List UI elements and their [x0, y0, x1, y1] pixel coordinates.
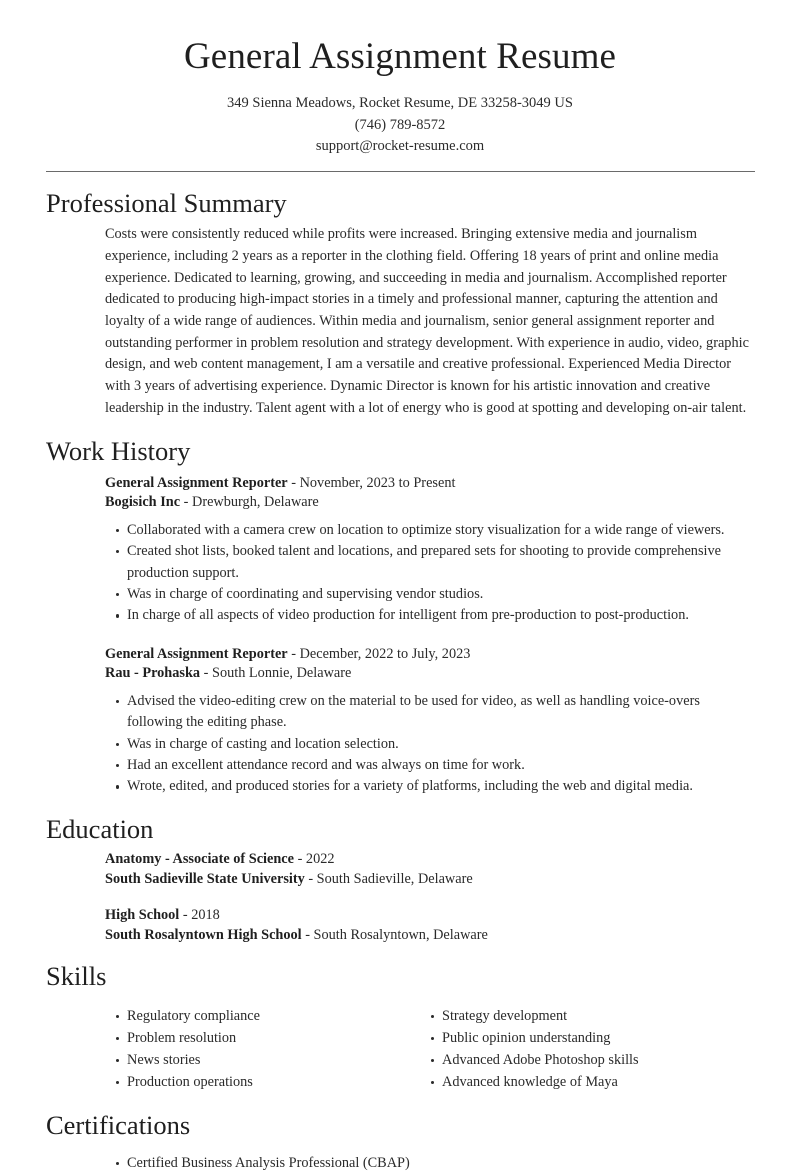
contact-address: 349 Sienna Meadows, Rocket Resume, DE 33258-3049 US: [227, 95, 573, 112]
job-company-line: [105, 664, 755, 683]
certifications-body: [46, 1141, 755, 1174]
summary-paragraph: Costs were consistently reduced while profits were increased. Bringing extensive media and journalism experience, including 2 years as a reporter in the clothing field. Offering 18 years of print and online media experience. Dedicated to learning, growing, and succeeding in media and journalism. Accomplished reporter dedicated to producing high-impact stories in a timely and professional manner, capturing the attention and loyalty of a wide range of audiences. Within media and journalism, senior general assignment reporter and outstanding performer in problem resolution and strategy development. With experience in audio, video, graphic design, and web content management, I am a versatile and creative professional. Experienced Media Director with 3 years of advertising experience. Dynamic Director is known for his artistic innovation and creative leadership in the industry. Talent agent with a lot of energy who is good at spotting and developing on-air talent.: [105, 226, 749, 416]
contact-email: support@rocket-resume.com: [315, 138, 485, 155]
list-item: Strategy development: [420, 1006, 735, 1028]
job-dates: - November, 2023 to Present: [291, 474, 456, 491]
skills-list-left: [105, 1006, 420, 1093]
job-location: - South Lonnie, Delaware: [203, 665, 352, 682]
education-degree-line: [105, 850, 755, 869]
list-item: Collaborated with a camera crew on location to optimize story visualization for a wide range of viewers.: [105, 520, 755, 541]
resume-header: [0, 0, 800, 172]
list-item: Created shot lists, booked talent and locations, and prepared sets for shooting to provide comprehensive production support.: [105, 541, 755, 584]
section-certifications: [0, 1094, 800, 1174]
skills-columns: [105, 997, 755, 1093]
job-bullet-list: [105, 520, 755, 627]
list-item: Was in charge of casting and location selection.: [105, 734, 755, 755]
job-entry: [105, 472, 755, 627]
job-dates: - December, 2022 to July, 2023: [291, 645, 471, 662]
skills-body: [46, 992, 755, 1093]
summary-body: [46, 219, 755, 419]
list-item: Advanced knowledge of Maya: [420, 1072, 735, 1094]
section-skills: [0, 945, 800, 1094]
job-bullet-list: [105, 691, 755, 798]
education-school: South Rosalyntown High School: [105, 926, 302, 943]
list-item: Problem resolution: [105, 1028, 420, 1050]
list-item: Production operations: [105, 1072, 420, 1094]
section-heading-skills: Skills: [46, 960, 107, 991]
certifications-list: [105, 1153, 755, 1174]
job-company: Rau - Prohaska: [105, 665, 201, 682]
list-item: Regulatory compliance: [105, 1006, 420, 1028]
list-item: In charge of all aspects of video production for intelligent from pre-production to post-production.: [105, 605, 755, 626]
work-history-body: [46, 467, 755, 798]
job-title: General Assignment Reporter: [105, 645, 288, 662]
education-school-line: [105, 926, 755, 945]
job-location: - Drewburgh, Delaware: [183, 494, 319, 511]
skills-column-right: [420, 999, 735, 1093]
section-heading-education: Education: [46, 813, 154, 844]
skills-list-right: [420, 1006, 735, 1093]
list-item: Public opinion understanding: [420, 1028, 735, 1050]
education-entry: [105, 889, 755, 945]
job-title-line: [105, 645, 755, 664]
job-company: Bogisich Inc: [105, 494, 181, 511]
section-education: [0, 798, 800, 945]
job-title: General Assignment Reporter: [105, 474, 288, 491]
job-title-line: [105, 474, 755, 493]
contact-phone: (746) 789-8572: [354, 116, 446, 133]
section-heading-work-history: Work History: [46, 435, 191, 466]
job-company-line: [105, 493, 755, 512]
education-location: - South Sadieville, Delaware: [308, 870, 473, 887]
education-degree: Anatomy - Associate of Science: [105, 851, 295, 868]
education-degree-line: [105, 906, 755, 925]
education-school-line: [105, 870, 755, 889]
list-item: Advanced Adobe Photoshop skills: [420, 1050, 735, 1072]
job-entry: [105, 627, 755, 798]
page-title: General Assignment Resume: [183, 36, 617, 77]
section-heading-summary: Professional Summary: [46, 187, 287, 218]
education-body: [46, 845, 755, 945]
education-year: - 2018: [182, 907, 220, 924]
section-professional-summary: [0, 172, 800, 420]
contact-block: [0, 93, 800, 157]
education-location: - South Rosalyntown, Delaware: [305, 926, 488, 943]
list-item: Certified Business Analysis Professional (CBAP): [105, 1153, 755, 1174]
education-school: South Sadieville State University: [105, 870, 305, 887]
list-item: News stories: [105, 1050, 420, 1072]
education-degree: High School: [105, 907, 180, 924]
section-heading-certifications: Certifications: [46, 1109, 191, 1140]
list-item: Wrote, edited, and produced stories for a variety of platforms, including the web and digital media.: [105, 776, 755, 797]
education-year: - 2022: [297, 851, 335, 868]
list-item: Had an excellent attendance record and was always on time for work.: [105, 755, 755, 776]
skills-column-left: [105, 999, 420, 1093]
education-entry: [105, 850, 755, 889]
list-item: Was in charge of coordinating and supervising vendor studios.: [105, 584, 755, 605]
list-item: Advised the video-editing crew on the material to be used for video, as well as handling voice-overs following the editing phase.: [105, 691, 755, 734]
section-work-history: [0, 420, 800, 798]
